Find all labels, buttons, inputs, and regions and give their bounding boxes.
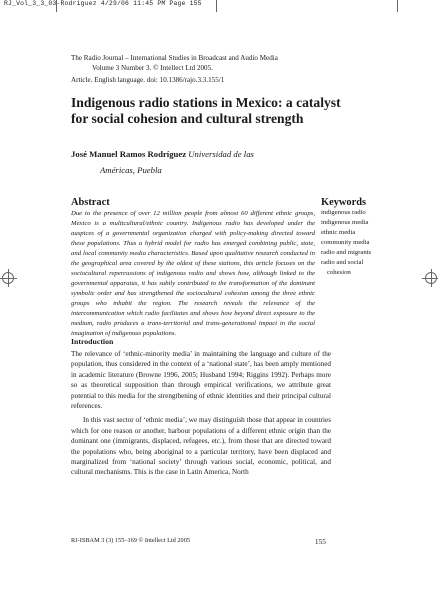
author-affiliation-line-1: Universidad de las <box>188 149 254 159</box>
print-slug: RJ_Vol_3_3_03-Rodriguez 4/29/06 11:45 PM Page 155 <box>4 0 202 7</box>
crop-mark-top-left <box>56 0 57 12</box>
introduction-heading: Introduction <box>71 337 114 346</box>
registration-mark-left-icon <box>2 272 14 284</box>
article-info: Article. English language. doi: 10.1386/rajo.3.3.155/1 <box>71 76 225 85</box>
journal-name: The Radio Journal – International Studies in Broadcast and Audio Media <box>71 54 278 62</box>
crop-mark-top-right <box>397 0 398 12</box>
keyword-item: indigenous radio <box>321 209 366 216</box>
author-affiliation-line-2: Américas, Puebla <box>100 165 162 175</box>
keyword-item: community media <box>321 239 370 246</box>
author-block <box>71 146 341 178</box>
keyword-item: indigenous media <box>321 219 369 226</box>
keyword-item: radio and migrants <box>321 249 372 256</box>
author-name: José Manuel Ramos Rodríguez <box>71 149 187 159</box>
footer-citation: RJ-ISBAM 3 (3) 155–169 © Intellect Ltd 2005 <box>71 537 190 544</box>
keyword-item: ethnic media <box>321 229 356 236</box>
journal-header <box>71 54 371 86</box>
keywords-list <box>321 208 413 278</box>
introduction-paragraph-1: The relevance of ‘ethnic-minority media’ in maintaining the language and culture of the population, thus considered in the context of a ‘national state’, has been amply mentioned in academic literature (Browne 1996, 2005; Husband 1994; Riggins 1992). Perhaps more so as theoretical supposition than through empirical verifications, we attribute great potential to this media for the strengthening of ethnic identities and their principal cultural references. <box>71 350 331 411</box>
journal-volume: Volume 3 Number 3. © Intellect Ltd 2005. <box>92 63 213 72</box>
registration-mark-right-icon <box>425 272 437 284</box>
abstract-text: Due to the presence of over 12 million people from almost 60 different ethnic groups, Mexico is a multicultural/ethnic country. Indigenous radio has developed under the auspices of a governmental organization charged with policy-making directed toward these populations. Thus a hybrid model for radio has emerged combining public, state, and local community media characteristics. Based upon qualitative research conducted in the geographical area covered by the oldest of these stations, this article focuses on the sociocultural repercussions of indigenous radio and shows how, although linked to the governmental apparatus, it has subtly contributed to the transformation of the dominant symbolic order and has strengthened the sociocultural cohesion among the three ethnic groups who inhabit the region. The research reveals the relevance of the intercommunication which radio facilitates and shows how beyond direct exposure to the medium, radio produces a trans-territorial and trans-generational impact in the social imagination of indigenous populations. <box>71 210 315 337</box>
keywords-heading: Keywords <box>321 197 367 208</box>
keyword-item: radio and social <box>321 259 364 266</box>
keyword-item: cohesion <box>327 269 351 276</box>
page-number: 155 <box>314 537 326 546</box>
introduction-body <box>71 349 331 478</box>
abstract-heading: Abstract <box>71 197 110 208</box>
article-title: Indigenous radio stations in Mexico: a catalyst for social cohesion and cultural strength <box>71 95 341 126</box>
introduction-paragraph-2: In this vast sector of ‘ethnic media’, we may distinguish those that appear in countries which for one reason or another, harbour populations of a different ethnic origin than the dominant one (immigrants, displaced, refugees, etc.), from those that are directed toward the populations who, being aboriginal to a particular territory, have been displaced and marginalized from ‘national society’ through various social, economic, political, and cultural mechanisms. This is the case in Latin America, North <box>71 416 331 477</box>
crop-mark-top-center <box>216 0 217 12</box>
